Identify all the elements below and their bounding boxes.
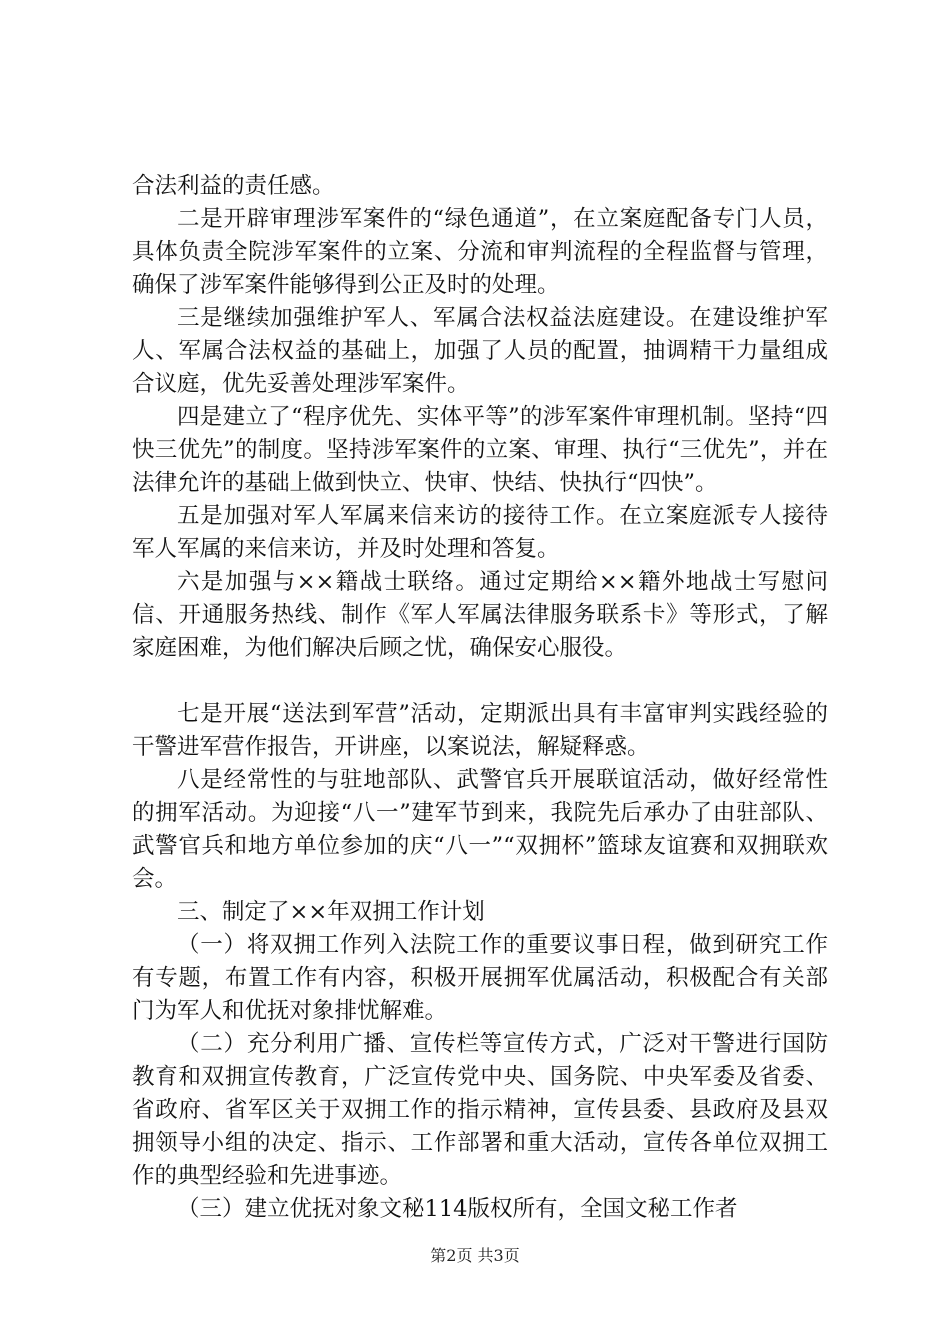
paragraph-6: 六是加强与××籍战士联络。通过定期给××籍外地战士写慰问信、开通服务热线、制作《军人军属法律服务联系卡》等形式，了解家庭困难，为他们解决后顾之忧，确保安心服役。 — [132, 569, 828, 661]
page-footer: 第2页 共3页 — [430, 1246, 520, 1265]
paragraph-1: 合法利益的责任感。 — [132, 173, 335, 199]
paragraph-7: 七是开展“送法到军营”活动，定期派出具有丰富审判实践经验的干警进军营作报告，开讲座，以案说法，解疑释惑。 — [132, 701, 828, 760]
paragraph-10: （二）充分利用广播、宣传栏等宣传方式，广泛对干警进行国防教育和双拥宣传教育，广泛宣传党中央、国务院、中央军委及省委、省政府、省军区关于双拥工作的指示精神，宣传县委、县政府及县双拥领导小组的决定、指示、工作部署和重大活动，宣传各单位双拥工作的典型经验和先进事迹。 — [132, 1031, 828, 1189]
paragraph-5: 五是加强对军人军属来信来访的接待工作。在立案庭派专人接待军人军属的来信来访，并及时处理和答复。 — [132, 503, 828, 562]
document-body — [132, 170, 828, 1226]
section-heading: 三、制定了××年双拥工作计划 — [177, 899, 485, 925]
paragraph-3: 三是继续加强维护军人、军属合法权益法庭建设。在建设维护军人、军属合法权益的基础上，加强了人员的配置，抽调精干力量组成合议庭，优先妥善处理涉军案件。 — [132, 305, 828, 397]
paragraph-9: （一）将双拥工作列入法院工作的重要议事日程，做到研究工作有专题，布置工作有内容，积极开展拥军优属活动，积极配合有关部门为军人和优抚对象排忧解难。 — [132, 932, 828, 1024]
paragraph-4: 四是建立了“程序优先、实体平等”的涉军案件审理机制。坚持“四快三优先”的制度。坚持涉军案件的立案、审理、执行“三优先”，并在法律允许的基础上做到快立、快审、快结、快执行“四快”。 — [132, 404, 828, 496]
paragraph-8: 八是经常性的与驻地部队、武警官兵开展联谊活动，做好经常性的拥军活动。为迎接“八一”建军节到来，我院先后承办了由驻部队、武警官兵和地方单位参加的庆“八一”“双拥杯”篮球友谊赛和双拥联欢会。 — [132, 767, 828, 892]
paragraph-11: （三）建立优抚对象文秘114版权所有，全国文秘工作者 — [177, 1196, 738, 1222]
paragraph-gap — [132, 665, 828, 698]
paragraph-2: 二是开辟审理涉军案件的“绿色通道”，在立案庭配备专门人员，具体负责全院涉军案件的立案、分流和审判流程的全程监督与管理，确保了涉军案件能够得到公正及时的处理。 — [132, 206, 828, 298]
